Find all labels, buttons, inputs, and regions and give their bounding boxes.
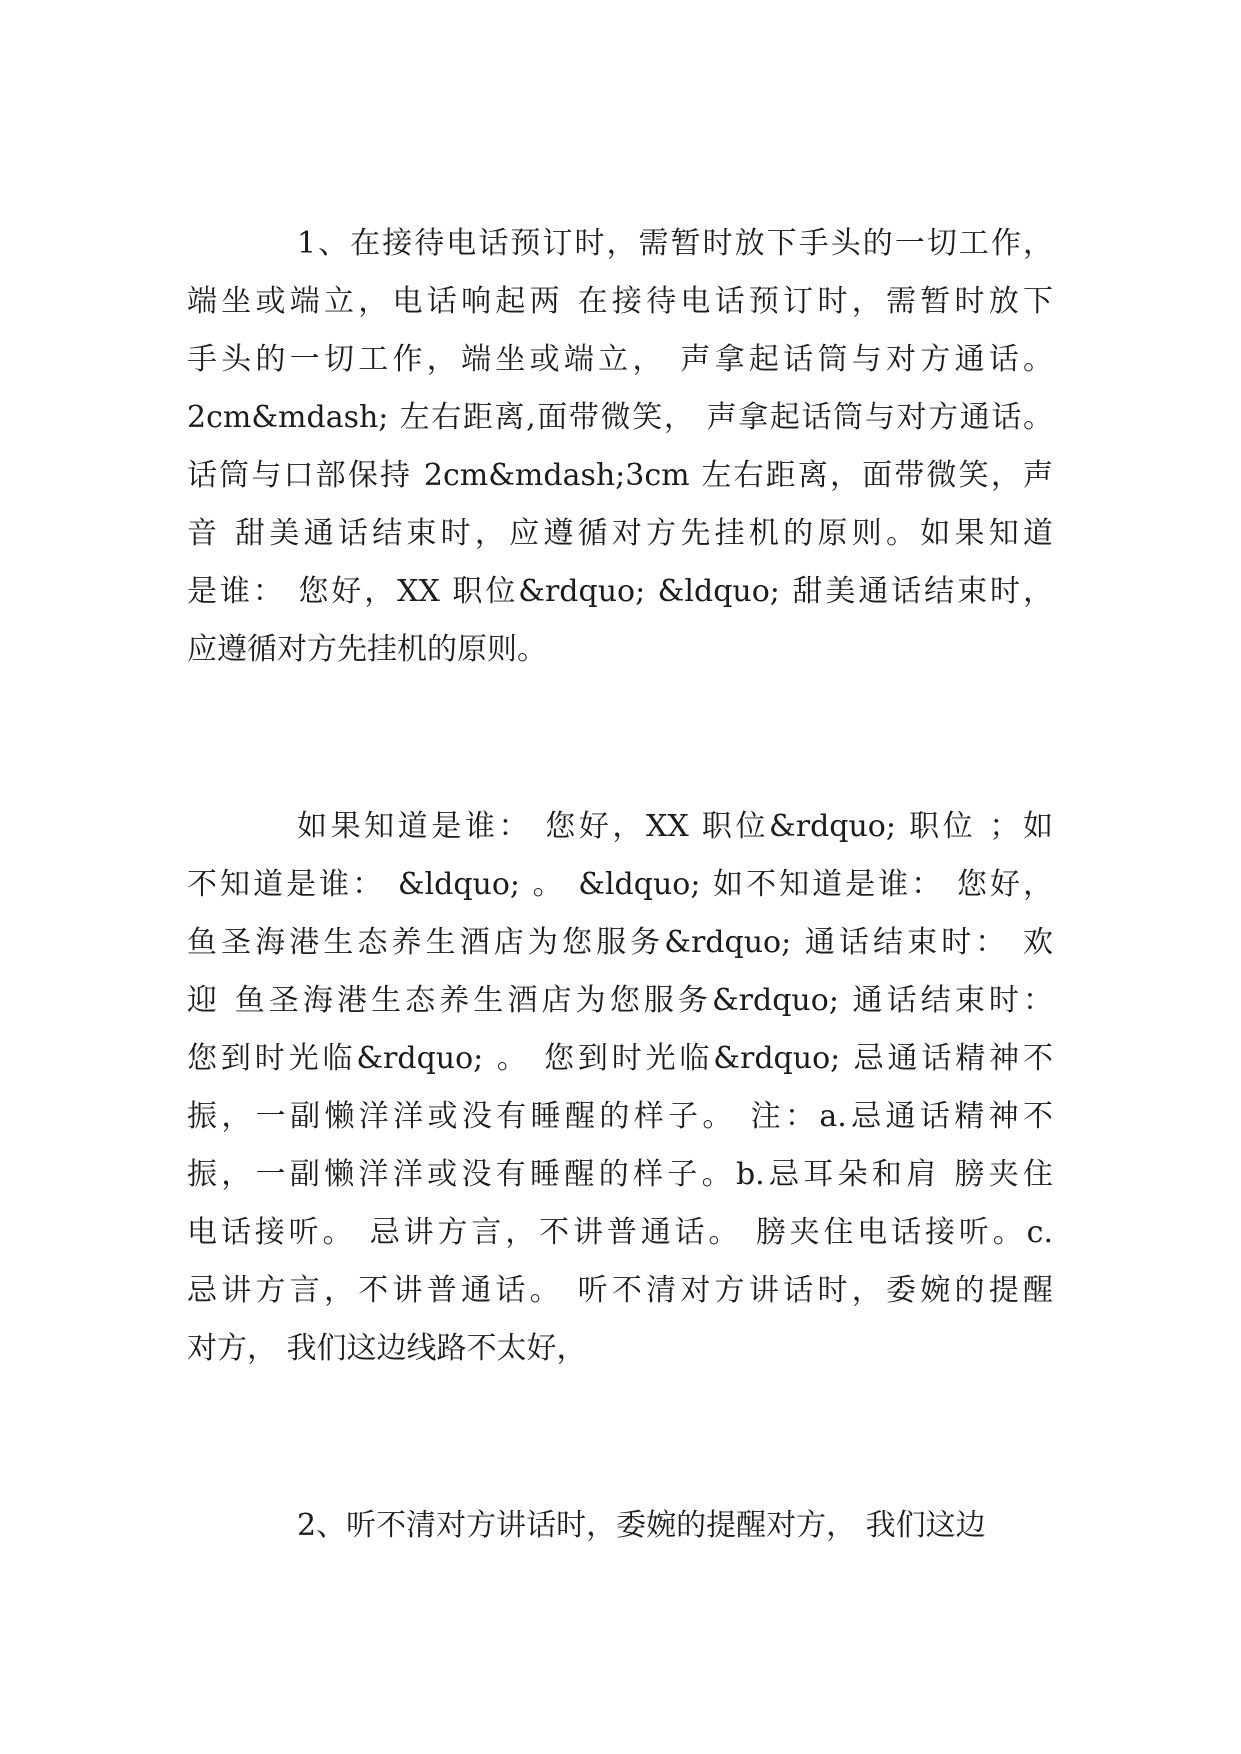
text-line: 您到时光临&rdquo; 。 您到时光临&rdquo; 忌通话精神不 — [187, 1041, 1053, 1076]
paragraph-3 — [187, 1497, 1053, 1555]
text-line: 振，一副懒洋洋或没有睡醒的样子。b.忌耳朵和肩 膀夹住 — [187, 1157, 1053, 1192]
text-line: 振，一副懒洋洋或没有睡醒的样子。 注：a.忌通话精神不 — [187, 1099, 1053, 1134]
text-line: 对方， 我们这边线路不太好， — [187, 1331, 587, 1366]
text-line: 应遵循对方先挂机的原则。 — [187, 632, 547, 667]
text-line: 1、在接待电话预订时，需暂时放下手头的一切工作， — [297, 226, 1053, 261]
text-line: 电话接听。 忌讲方言，不讲普通话。 膀夹住电话接听。c. — [187, 1215, 1053, 1250]
text-line: 手头的一切工作，端坐或端立， 声拿起话筒与对方通话。 — [187, 342, 1053, 377]
text-line: 不知道是谁： &ldquo; 。 &ldquo; 如不知道是谁： 您好， — [187, 867, 1053, 902]
paragraph-1 — [187, 215, 1053, 679]
text-line: 2cm&mdash; 左右距离,面带微笑， 声拿起话筒与对方通话。 — [187, 400, 1053, 435]
text-line: 如果知道是谁： 您好，XX 职位&rdquo; 职位 ；如 — [297, 809, 1053, 844]
text-line: 话筒与口部保持 2cm&mdash;3cm 左右距离，面带微笑，声 — [187, 458, 1053, 493]
text-line: 音 甜美通话结束时，应遵循对方先挂机的原则。如果知道 — [187, 516, 1053, 551]
text-line: 迎 鱼圣海港生态养生酒店为您服务&rdquo; 通话结束时： — [187, 983, 1053, 1018]
text-line: 鱼圣海港生态养生酒店为您服务&rdquo; 通话结束时： 欢 — [187, 925, 1053, 960]
text-line: 忌讲方言，不讲普通话。 听不清对方讲话时，委婉的提醒 — [187, 1273, 1053, 1308]
text-line: 端坐或端立，电话响起两 在接待电话预订时，需暂时放下 — [187, 284, 1053, 319]
paragraph-2 — [187, 798, 1053, 1378]
text-line: 2、听不清对方讲话时，委婉的提醒对方， 我们这边 — [297, 1508, 986, 1543]
text-line: 是谁： 您好，XX 职位&rdquo; &ldquo; 甜美通话结束时， — [187, 574, 1053, 609]
